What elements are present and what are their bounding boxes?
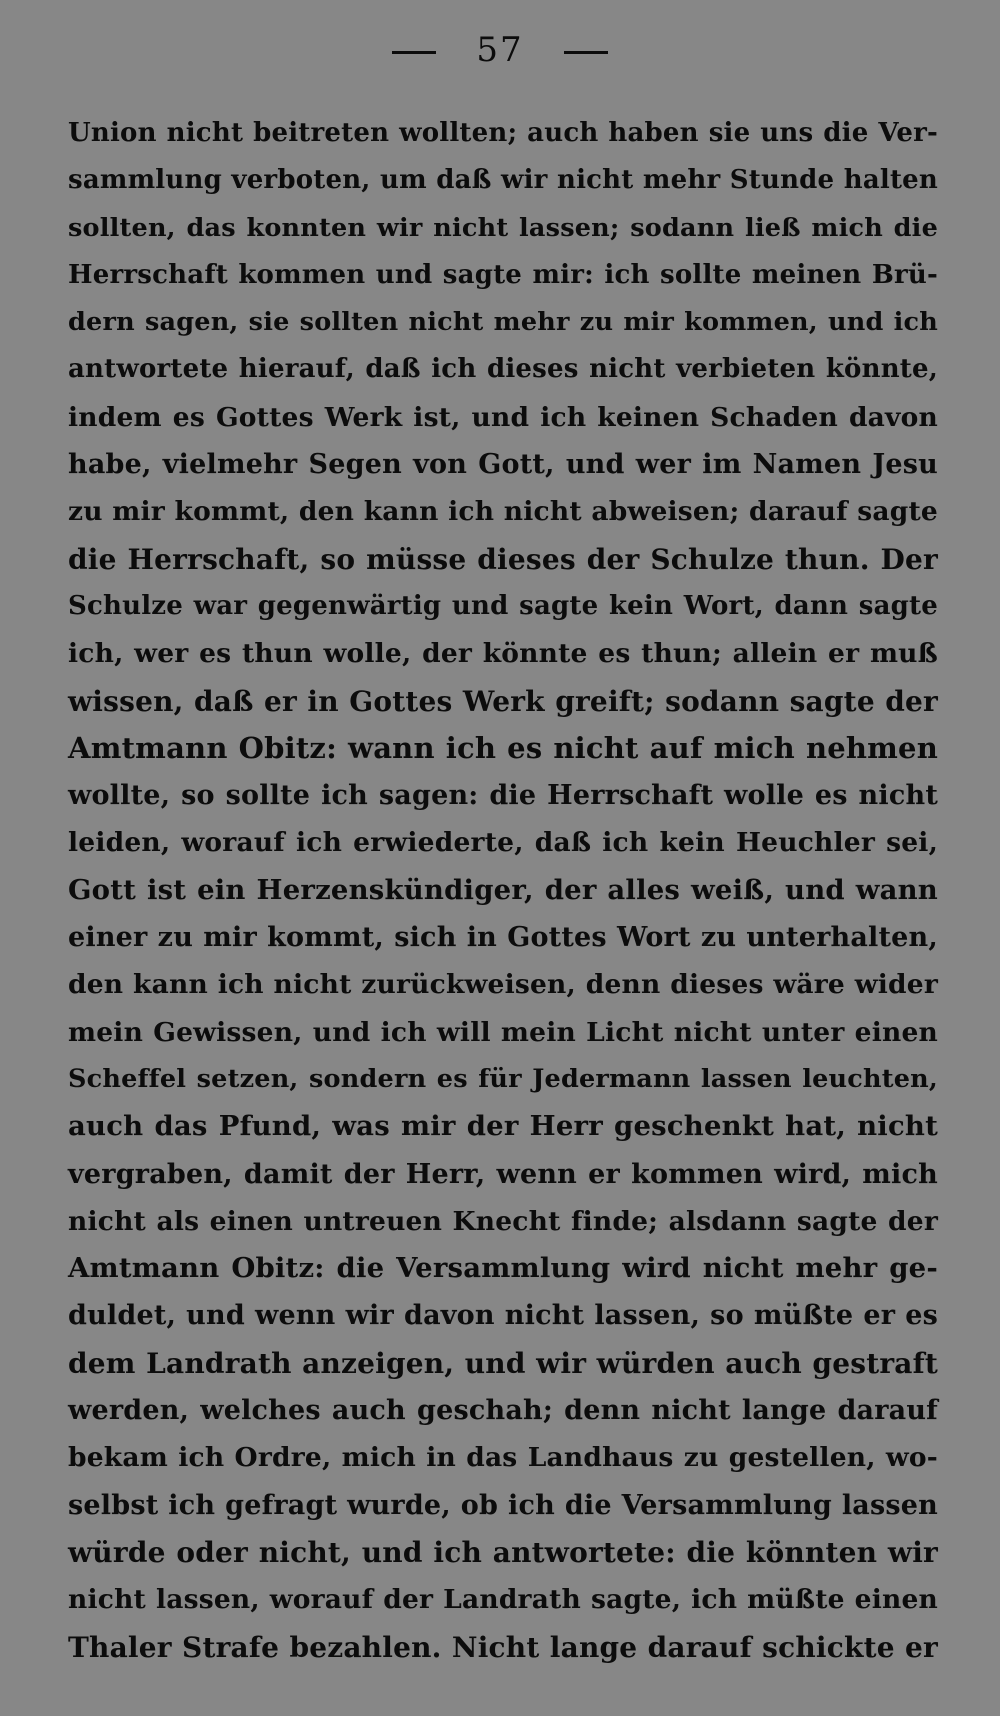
- text-line: Union nicht beitreten wollten; auch haben sie uns die Ver-: [68, 118, 938, 148]
- text-line: wissen, daß er in Gottes Werk greift; sodann sagte der: [68, 684, 938, 718]
- text-line: einer zu mir kommt, sich in Gottes Wort zu unterhalten,: [68, 922, 938, 954]
- text-line: zu mir kommt, den kann ich nicht abweisen; darauf sagte: [68, 496, 938, 528]
- header-dash-left: [392, 51, 436, 54]
- page-number: 57: [476, 30, 524, 70]
- text-line: duldet, und wenn wir davon nicht lassen, so müßte er es: [68, 1300, 938, 1332]
- text-line: wollte, so sollte ich sagen: die Herrschaft wolle es nicht: [68, 780, 938, 812]
- page-header: [0, 30, 1000, 70]
- text-line: Scheffel setzen, sondern es für Jedermann lassen leuchten,: [68, 1063, 938, 1094]
- text-line: mein Gewissen, und ich will mein Licht nicht unter einen: [68, 1016, 938, 1048]
- text-line: Herrschaft kommen und sagte mir: ich sollte meinen Brü-: [68, 259, 938, 290]
- text-line: Amtmann Obitz: wann ich es nicht auf mich nehmen: [68, 730, 938, 765]
- text-line: würde oder nicht, und ich antwortete: die könnten wir: [68, 1535, 938, 1569]
- text-line: leiden, worauf ich erwiederte, daß ich kein Heuchler sei,: [68, 827, 938, 859]
- text-line: auch das Pfund, was mir der Herr geschenkt hat, nicht: [68, 1110, 938, 1143]
- text-line: Amtmann Obitz: die Versammlung wird nicht mehr ge-: [68, 1252, 938, 1285]
- text-line: selbst ich gefragt wurde, ob ich die Versammlung lassen: [68, 1489, 938, 1521]
- text-line: sollten, das konnten wir nicht lassen; sodann ließ mich die: [68, 212, 938, 243]
- text-line: vergraben, damit der Herr, wenn er kommen wird, mich: [68, 1158, 938, 1190]
- text-line: sammlung verboten, um daß wir nicht mehr Stunde halten: [68, 165, 938, 196]
- body-text: [68, 110, 938, 1671]
- text-line: werden, welches auch geschah; denn nicht lange darauf: [68, 1395, 938, 1427]
- text-line: Thaler Strafe bezahlen. Nicht lange darauf schickte er: [68, 1630, 938, 1664]
- text-line: dem Landrath anzeigen, und wir würden auch gestraft: [68, 1346, 938, 1380]
- text-line: den kann ich nicht zurückweisen, denn dieses wäre wider: [68, 969, 938, 1001]
- text-line: Gott ist ein Herzenskündiger, der alles weiß, und wann: [68, 873, 938, 906]
- text-line: die Herrschaft, so müsse dieses der Schulze thun. Der: [68, 542, 938, 576]
- text-line: habe, vielmehr Segen von Gott, und wer im Namen Jesu: [68, 449, 938, 481]
- header-dash-right: [564, 51, 608, 54]
- text-line: antwortete hierauf, daß ich dieses nicht verbieten könnte,: [68, 354, 938, 385]
- text-line: nicht lassen, worauf der Landrath sagte, ich müßte einen: [68, 1584, 938, 1616]
- text-line: ich, wer es thun wolle, der könnte es thun; allein er muß: [68, 638, 938, 670]
- text-line: indem es Gottes Werk ist, und ich keinen Schaden davon: [68, 401, 938, 433]
- text-line: Schulze war gegenwärtig und sagte kein Wort, dann sagte: [68, 590, 938, 621]
- text-line: bekam ich Ordre, mich in das Landhaus zu gestellen, wo-: [68, 1442, 938, 1474]
- text-line: nicht als einen untreuen Knecht finde; alsdann sagte der: [68, 1205, 938, 1237]
- text-line: dern sagen, sie sollten nicht mehr zu mir kommen, und ich: [68, 307, 938, 338]
